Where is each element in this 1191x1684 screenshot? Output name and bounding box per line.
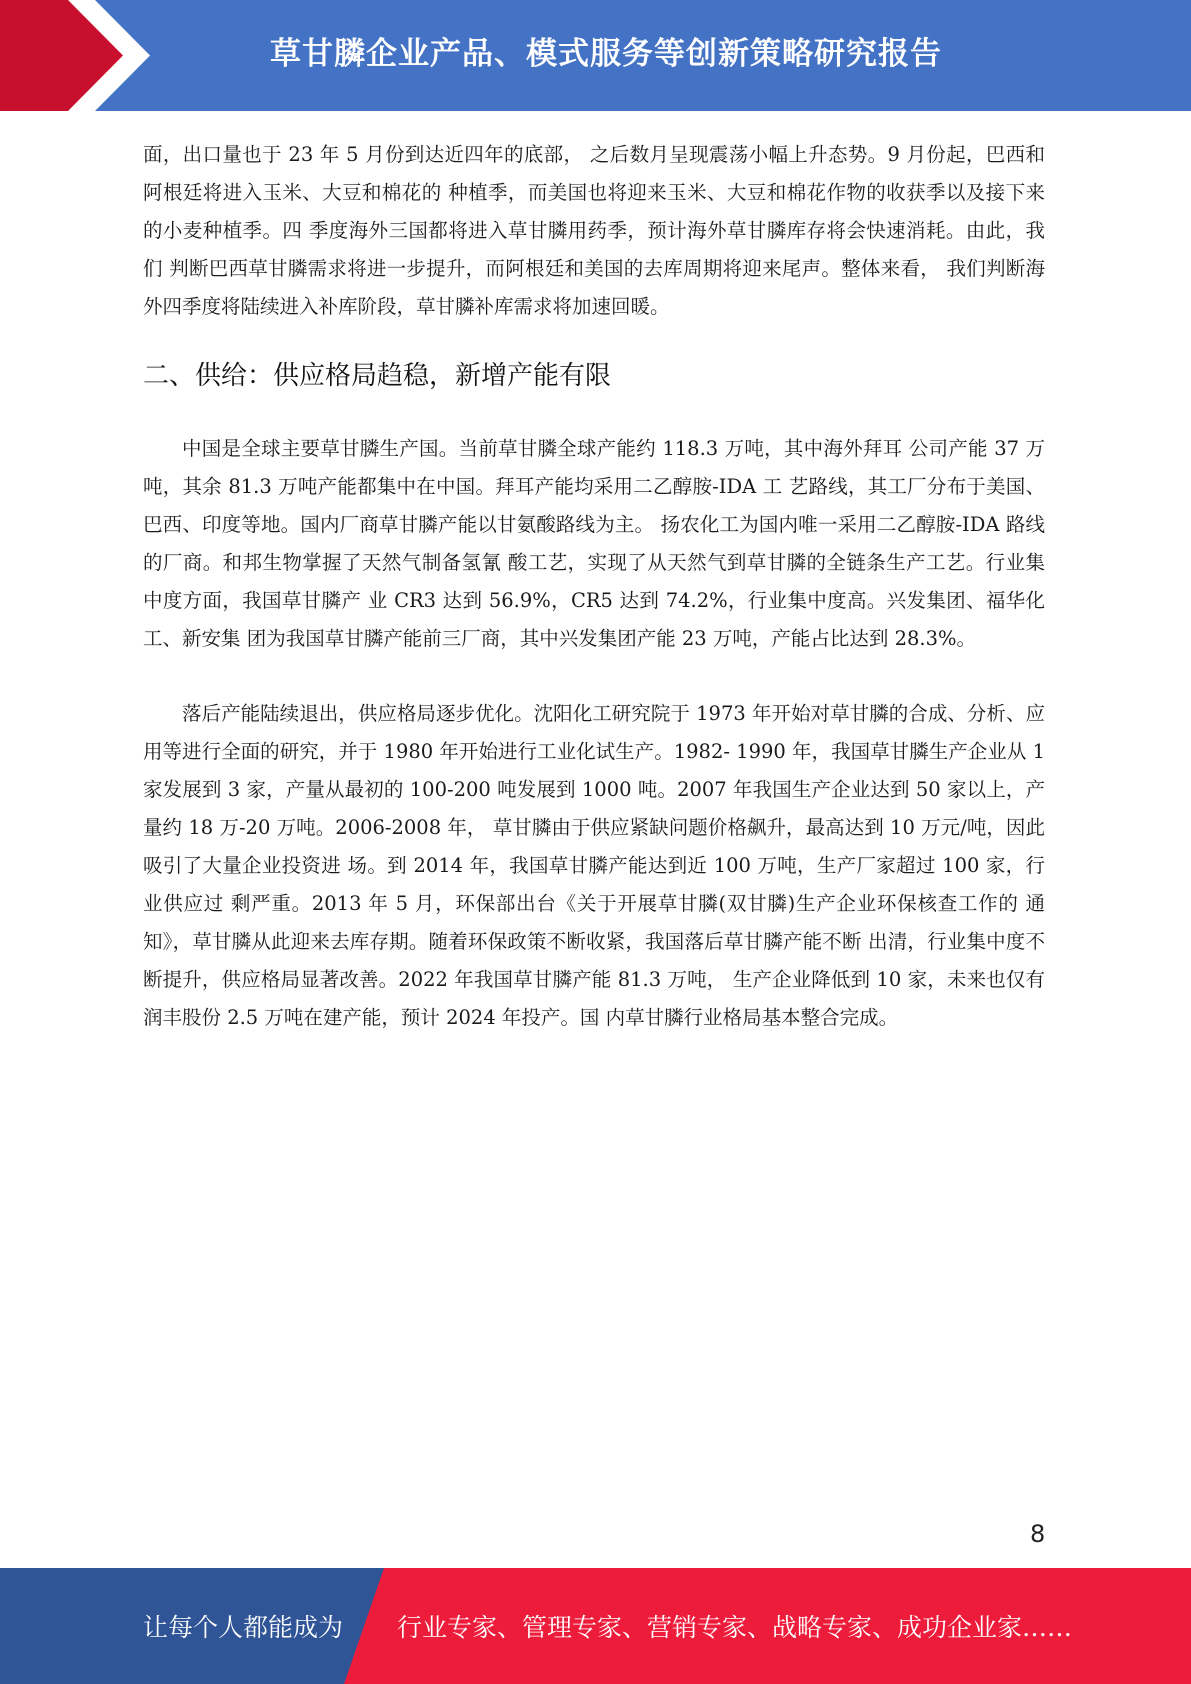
header-arrow-icon	[0, 0, 160, 111]
page-footer	[0, 1568, 1191, 1684]
report-title: 草甘膦企业产品、模式服务等创新策略研究报告	[270, 36, 942, 72]
section-heading: 二、供给：供应格局趋稳，新增产能有限	[143, 361, 612, 391]
supply-paragraph: 中国是全球主要草甘膦生产国。当前草甘膦全球产能约 118.3 万吨，其中海外拜耳 公司产能 37 万吨，其余 81.3 万吨产能都集中在中国。拜耳产能均采用二乙醇胺-IDA 工 艺路线，其工厂分布于美国、巴西、印度等地。国内厂商草甘膦产能以甘氨酸路线为主。 扬农化工为国内唯一采用二乙醇胺-IDA 路线的厂商。和邦生物掌握了天然气制备氢氰 酸工艺，实现了从天然气到草甘膦的全链条生产工艺。行业集中度方面，我国草甘膦产 业 CR3 达到 56.9%，CR5 达到 74.2%，行业集中度高。兴发集团、福华化工、新安集 团为我国草甘膦产能前三厂商，其中兴发集团产能 23 万吨，产能占比达到 28.3%。	[143, 437, 1045, 650]
paragraph-spacer	[143, 658, 1045, 695]
page-content	[143, 136, 1045, 1037]
footer-slogan-left: 让每个人都能成为	[143, 1613, 344, 1642]
page-header	[0, 0, 1191, 111]
footer-slogan-right: 行业专家、管理专家、营销专家、战略专家、成功企业家……	[397, 1613, 1073, 1642]
history-paragraph: 落后产能陆续退出，供应格局逐步优化。沈阳化工研究院于 1973 年开始对草甘膦的合成、分析、应用等进行全面的研究，并于 1980 年开始进行工业化试生产。1982- 1990 年，我国草甘膦生产企业从 1 家发展到 3 家，产量从最初的 100-200 吨发展到 1000 吨。2007 年我国生产企业达到 50 家以上，产量约 18 万-20 万吨。2006-2008 年， 草甘膦由于供应紧缺问题价格飙升，最高达到 10 万元/吨，因此吸引了大量企业投资进 场。到 2014 年，我国草甘膦产能达到近 100 万吨，生产厂家超过 100 家，行业供应过 剩严重。2013 年 5 月，环保部出台《关于开展草甘膦(双甘膦)生产企业环保核查工作的 通知》，草甘膦从此迎来去库存期。随着环保政策不断收紧，我国落后草甘膦产能不断 出清，行业集中度不断提升，供应格局显著改善。2022 年我国草甘膦产能 81.3 万吨， 生产企业降低到 10 家，未来也仅有润丰股份 2.5 万吨在建产能，预计 2024 年投产。国 内草甘膦行业格局基本整合完成。	[143, 702, 1045, 1029]
page-number: 8	[1030, 1520, 1046, 1548]
intro-paragraph: 面，出口量也于 23 年 5 月份到达近四年的底部， 之后数月呈现震荡小幅上升态势。9 月份起，巴西和阿根廷将进入玉米、大豆和棉花的 种植季，而美国也将迎来玉米、大豆和棉花作物的收获季以及接下来的小麦种植季。四 季度海外三国都将进入草甘膦用药季，预计海外草甘膦库存将会快速消耗。由此，我们 判断巴西草甘膦需求将进一步提升，而阿根廷和美国的去库周期将迎来尾声。整体来看， 我们判断海外四季度将陆续进入补库阶段，草甘膦补库需求将加速回暖。	[143, 143, 1045, 318]
